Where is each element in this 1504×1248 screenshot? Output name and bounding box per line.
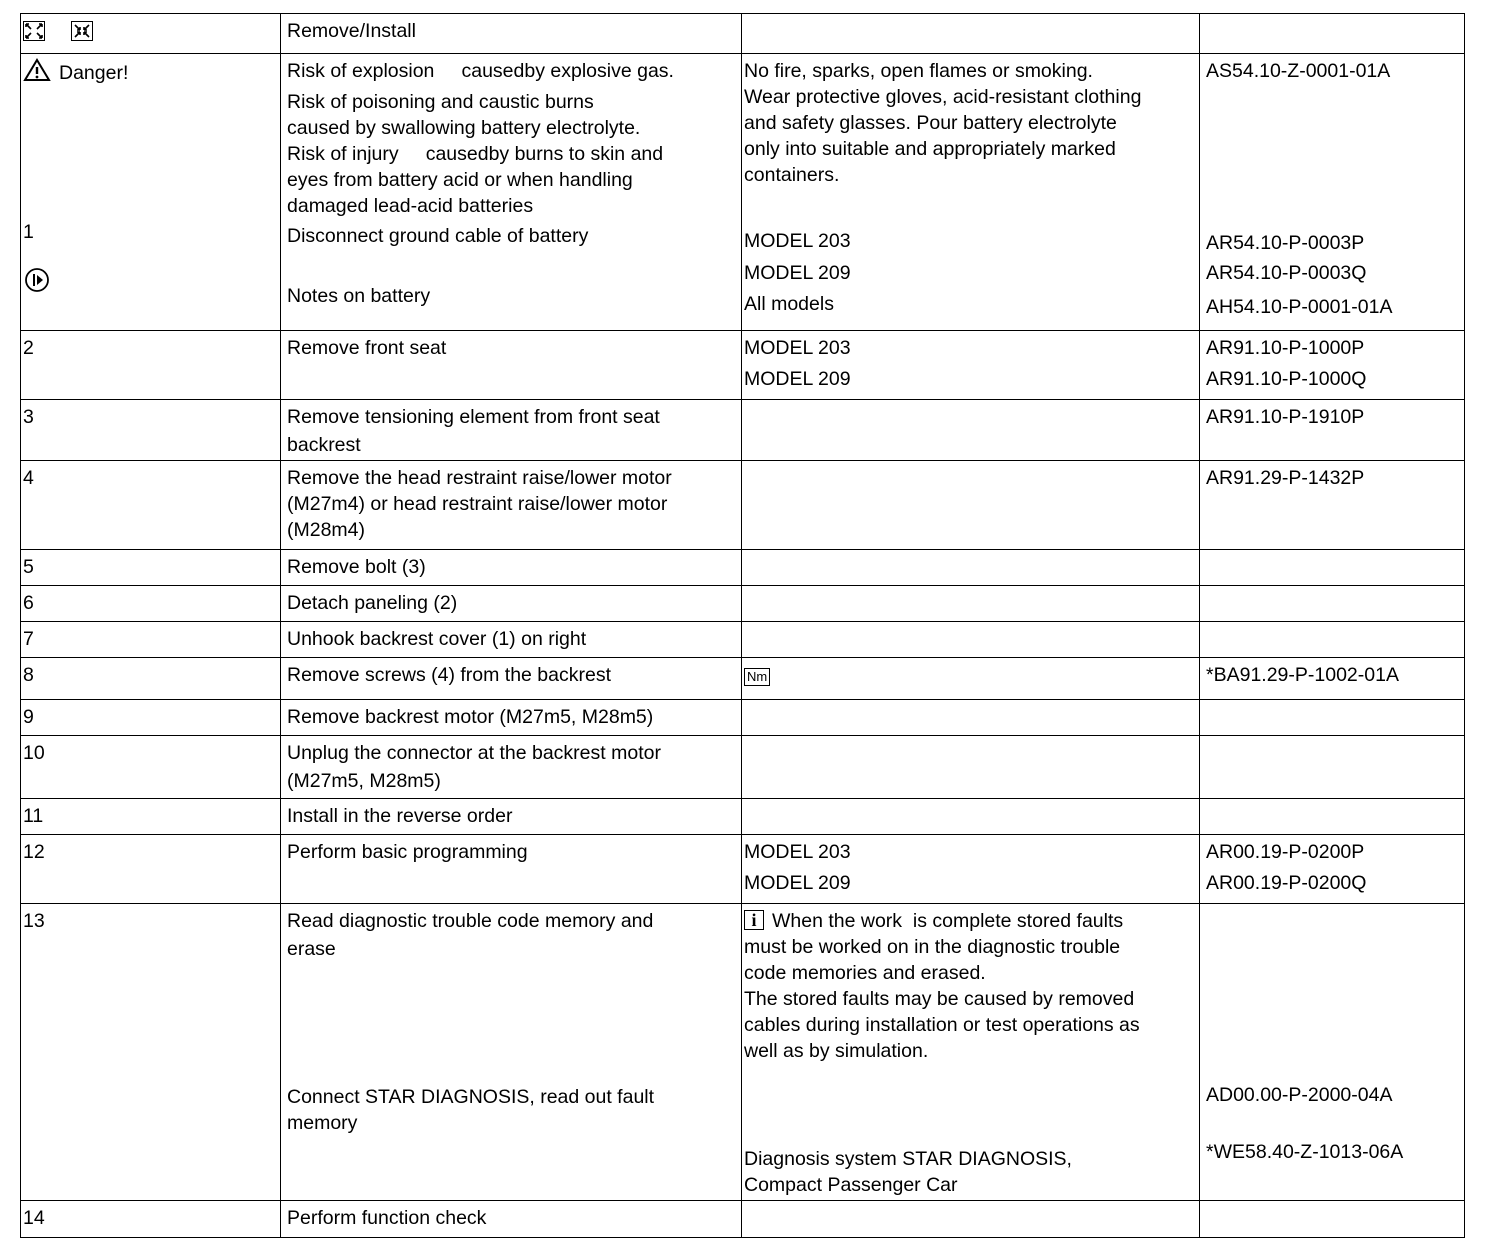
note-arrow-icon	[23, 267, 51, 300]
model-label: MODEL 209	[744, 262, 851, 284]
doc-ref: AR54.10-P-0003P	[1206, 232, 1365, 254]
danger-label: Danger!	[59, 62, 129, 84]
step-subtext: memory	[287, 1112, 358, 1134]
doc-ref: *BA91.29-P-1002-01A	[1200, 658, 1465, 700]
doc-ref: AR91.10-P-1910P	[1200, 400, 1465, 461]
step-row	[21, 461, 1465, 550]
step-text: Remove bolt (3)	[281, 550, 742, 586]
step-number: 5	[21, 550, 281, 586]
step-number: 11	[21, 799, 281, 835]
doc-ref: AR54.10-P-0003Q	[1206, 262, 1367, 284]
info-text: When the work is complete stored faults	[772, 910, 1124, 932]
step-number: 6	[21, 586, 281, 622]
doc-ref: AD00.00-P-2000-04A	[1206, 1084, 1393, 1106]
step-text: Read diagnostic trouble code memory and	[287, 910, 654, 932]
note-text: Notes on battery	[287, 285, 431, 307]
danger-refs	[1200, 54, 1465, 331]
doc-ref: AR00.19-P-0200P	[1206, 841, 1365, 863]
collapse-arrows-icon	[71, 21, 93, 41]
step-text: Perform function check	[281, 1201, 742, 1238]
step-text: Remove tensioning element from front seat	[287, 406, 660, 428]
model-label: MODEL 203	[744, 337, 851, 359]
doc-ref: *WE58.40-Z-1013-06A	[1206, 1141, 1404, 1163]
doc-ref: AR91.10-P-1000P	[1206, 337, 1365, 359]
procedure-table	[20, 13, 1465, 1238]
danger-cell	[21, 54, 281, 331]
model-label: All models	[744, 293, 834, 315]
info-icon: i	[744, 910, 764, 930]
step-row	[21, 550, 1465, 586]
model-label: MODEL 203	[744, 230, 851, 252]
step-text: backrest	[287, 434, 361, 456]
step-row	[21, 586, 1465, 622]
step-text: Install in the reverse order	[281, 799, 742, 835]
warning-triangle-icon	[23, 58, 51, 89]
step-row	[21, 1201, 1465, 1238]
info-text: The stored faults may be caused by removed	[744, 988, 1135, 1010]
step-number: 8	[21, 658, 281, 700]
step-text: (M28m4)	[287, 519, 366, 541]
step-text: (M27m5, M28m5)	[287, 770, 441, 792]
step-number: 13	[21, 904, 281, 1201]
step-text: Perform basic programming	[281, 835, 742, 904]
step-text: Unplug the connector at the backrest motor	[287, 742, 661, 764]
step-text: erase	[287, 938, 336, 960]
step-number: 12	[21, 835, 281, 904]
danger-risks: Risk of explosion causedby explosive gas. Risk of poisoning and caustic burns caused by swallowing battery electrolyte. Risk of injury causedby burns to skin and eyes from battery acid or when handling damaged lead-acid batteries Disconnect ground cable of battery Notes on battery	[281, 54, 742, 331]
step-row	[21, 835, 1465, 904]
step-text: (M27m4) or head restraint raise/lower motor	[287, 493, 668, 515]
info-text: well as by simulation.	[744, 1040, 929, 1062]
step-text: Detach paneling (2)	[281, 586, 742, 622]
step-row	[21, 700, 1465, 736]
info-text: must be worked on in the diagnostic trouble	[744, 936, 1121, 958]
step-text: Remove front seat	[281, 331, 742, 400]
step-text: Remove backrest motor (M27m5, M28m5)	[281, 700, 742, 736]
step-row	[21, 799, 1465, 835]
step-subtext: Connect STAR DIAGNOSIS, read out fault	[287, 1086, 655, 1108]
tool-text: Diagnosis system STAR DIAGNOSIS,	[744, 1148, 1072, 1170]
model-label: MODEL 209	[744, 872, 851, 894]
step-row	[21, 400, 1465, 461]
step-row	[21, 331, 1465, 400]
info-text: cables during installation or test operations as	[744, 1014, 1140, 1036]
step-number: 7	[21, 622, 281, 658]
header-icons-cell	[21, 14, 281, 54]
step-number: 14	[21, 1201, 281, 1238]
model-label: MODEL 203	[744, 841, 851, 863]
step-row	[21, 904, 1465, 1201]
step-number: 4	[21, 461, 281, 550]
danger-row	[21, 54, 1465, 331]
danger-measures: No fire, sparks, open flames or smoking. Wear protective gloves, acid-resistant clothing and safety glasses. Pour battery electrolyte only into suitable and appropriately marked containers. MODEL 203 MODEL 209 All models	[742, 54, 1200, 331]
step-row	[21, 736, 1465, 799]
doc-ref: AR00.19-P-0200Q	[1206, 872, 1367, 894]
step-number: 9	[21, 700, 281, 736]
step-number: 2	[21, 331, 281, 400]
step-text: Remove the head restraint raise/lower motor	[287, 467, 672, 489]
torque-nm-icon: Nm	[744, 668, 770, 686]
step-text: Remove screws (4) from the backrest	[281, 658, 742, 700]
step-number: 1	[23, 221, 34, 243]
doc-ref: AR91.29-P-1432P	[1200, 461, 1465, 550]
doc-ref: AR91.10-P-1000Q	[1206, 368, 1367, 390]
step-row	[21, 622, 1465, 658]
doc-ref: AS54.10-Z-0001-01A	[1206, 60, 1391, 82]
step-number: 3	[21, 400, 281, 461]
header-title: Remove/Install	[281, 14, 742, 54]
tool-text: Compact Passenger Car	[744, 1174, 958, 1196]
info-text: code memories and erased.	[744, 962, 986, 984]
expand-arrows-icon	[23, 21, 45, 41]
step-row	[21, 658, 1465, 700]
step-text: Unhook backrest cover (1) on right	[281, 622, 742, 658]
step-text: Disconnect ground cable of battery	[287, 225, 589, 247]
step-number: 10	[21, 736, 281, 799]
doc-ref: AH54.10-P-0001-01A	[1206, 296, 1393, 318]
model-label: MODEL 209	[744, 368, 851, 390]
header-row	[21, 14, 1465, 54]
